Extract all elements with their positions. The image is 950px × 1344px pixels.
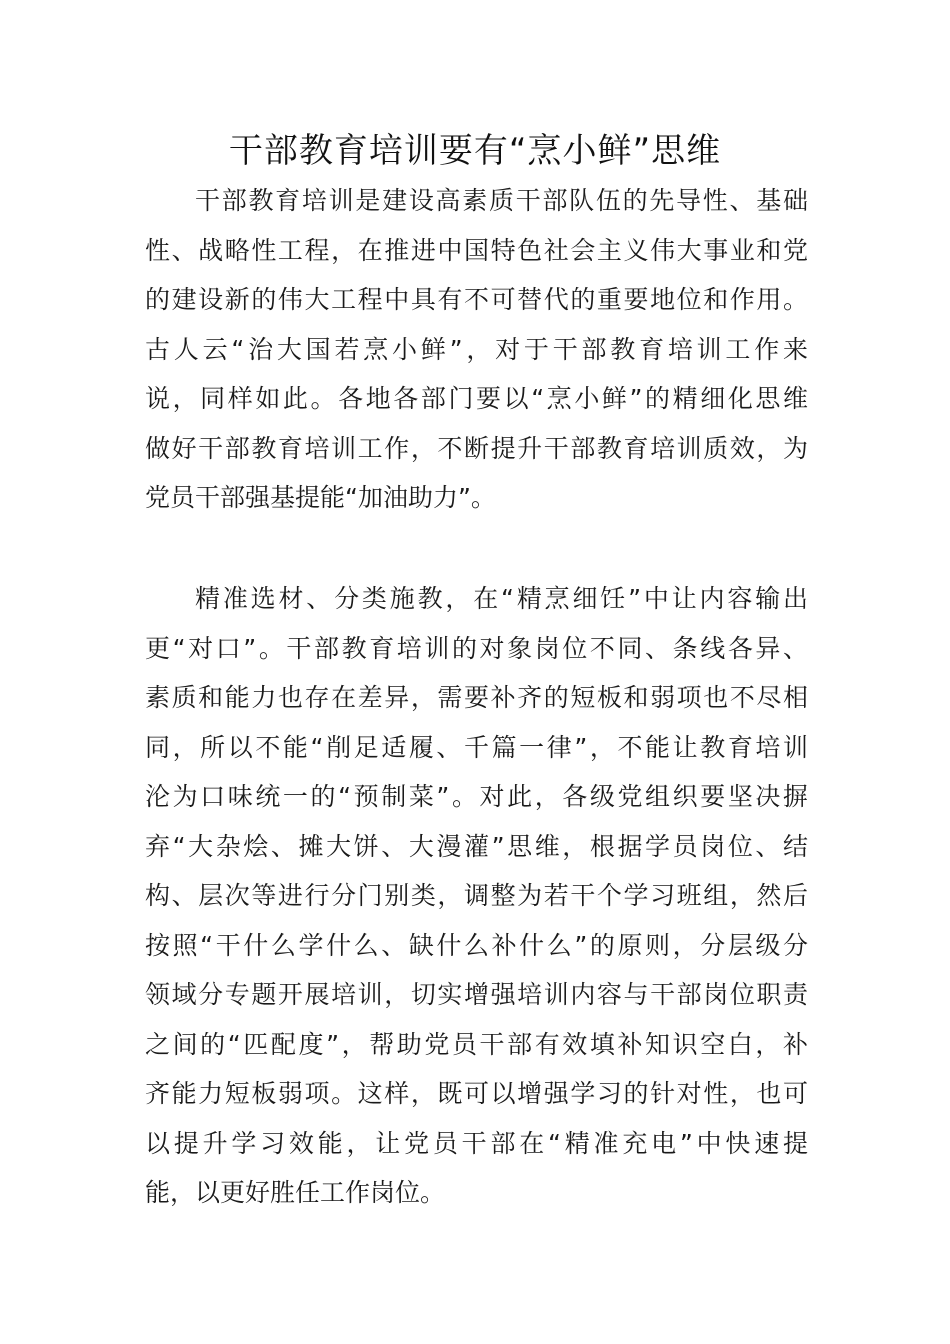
text-line: 素质和能力也存在差异，需要补齐的短板和弱项也不尽相 <box>145 683 808 712</box>
text-line: 干部教育培训是建设高素质干部队伍的先导性、基础 <box>195 186 808 215</box>
text-line: 说，同样如此。各地各部门要以“烹小鲜”的精细化思维 <box>145 384 808 413</box>
text-line: 沦为口味统一的“预制菜”。对此，各级党组织要坚决摒 <box>145 782 808 811</box>
text-line: 古人云“治大国若烹小鲜”，对于干部教育培训工作来 <box>145 334 808 364</box>
text-line: 能，以更好胜任工作岗位。 <box>145 1178 446 1207</box>
text-line: 性、战略性工程，在推进中国特色社会主义伟大事业和党 <box>145 235 808 265</box>
text-line: 精准选材、分类施教，在“精烹细饪”中让内容输出 <box>195 584 808 613</box>
text-line: 做好干部教育培训工作，不断提升干部教育培训质效，为 <box>145 433 808 463</box>
text-line: 党员干部强基提能“加油助力”。 <box>145 483 496 512</box>
text-line: 更“对口”。干部教育培训的对象岗位不同、条线各异、 <box>145 633 808 663</box>
paragraph-intro <box>145 176 808 523</box>
text-line: 的建设新的伟大工程中具有不可替代的重要地位和作用。 <box>145 285 808 314</box>
document-title: 干部教育培训要有“烹小鲜”思维 <box>228 131 722 171</box>
text-line: 之间的“匹配度”，帮助党员干部有效填补知识空白，补 <box>145 1029 808 1059</box>
text-line: 按照“干什么学什么、缺什么补什么”的原则，分层级分 <box>145 930 808 960</box>
text-line: 以提升学习效能，让党员干部在“精准充电”中快速提 <box>145 1128 808 1158</box>
text-line: 弃“大杂烩、摊大饼、大漫灌”思维，根据学员岗位、结 <box>145 831 808 861</box>
text-line: 领域分专题开展培训，切实增强培训内容与干部岗位职责 <box>145 980 808 1009</box>
text-line: 齐能力短板弱项。这样，既可以增强学习的针对性，也可 <box>145 1079 808 1108</box>
text-line: 构、层次等进行分门别类，调整为若干个学习班组，然后 <box>145 881 808 910</box>
text-line: 同，所以不能“削足适履、千篇一律”，不能让教育培训 <box>145 732 808 762</box>
paragraph-section-1 <box>145 574 808 1218</box>
